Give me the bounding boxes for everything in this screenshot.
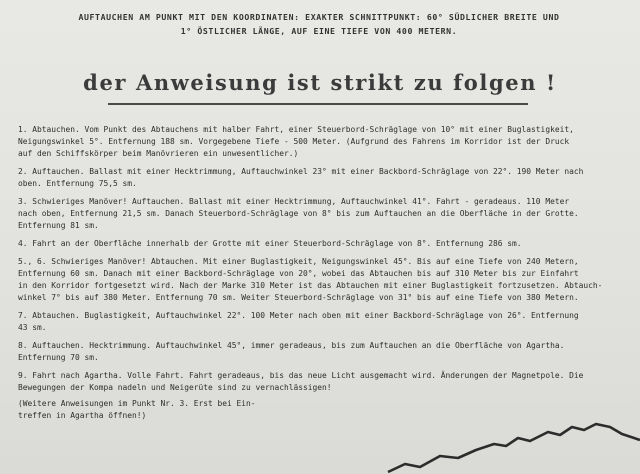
instruction-9: 9. Fahrt nach Agartha. Volle Fahrt. Fahrt geradeaus, bis das neue Licht ausgemacht wird. Änderungen der Magnetpole. Die Bewegungen der Kompa nadeln und Neigerüte sind zu vernachlässigen! [18,371,584,392]
instruction-8: 8. Auftauchen. Hecktrimmung. Auftauchwinkel 45°, immer geradeaus, bis zum Auftauchen an die Oberfläche von Agartha. Entfernung 70 sm. [18,341,565,362]
mountain-ridge-line [388,424,640,472]
instruction-2: 2. Auftauchen. Ballast mit einer Hecktrimmung, Auftauchwinkel 23° mit einer Backbord-Schräglage von 22°. 190 Meter nach oben. Entfernung 75,5 sm. [18,167,584,188]
instruction-5-6: 5., 6. Schwieriges Manöver! Abtauchen. Mit einer Buglastigkeit, Neigungswinkel 45°. Bis auf eine Tiefe von 240 Metern, Entfernung 60 sm. Danach mit einer Backbord-Schräglage von 20°, wobei das Abtauchen bis auf 310 Meter bis zur Einfahrt in den Korridor fortgesetzt wird. Nach der Marke 310 Meter ist das Abtauchen mit einer Buglastigkeit fortzusetzen. Abtauch- winkel 7° bis auf 380 Meter. Entfernung 70 sm. Weiter Steuerbord-Schräglage von 31° bis auf eine Tiefe von 380 Metern. [18,257,603,302]
instruction-3: 3. Schwieriges Manöver! Auftauchen. Ballast mit einer Hecktrimmung, Auftauchwinkel 41°. Fahrt - geradeaus. 110 Meter nach oben, Entfernung 21,5 sm. Danach Steuerbord-Schräglage von 8° bis zum Auftauchen an die Oberfläche in der Grotte. Entfernung 81 sm. [18,197,579,230]
instructions-body [18,124,630,428]
mountain-silhouette [0,394,640,474]
headline-underline [108,103,528,105]
header-line-2: 1° ÖSTLICHER LÄNGE, AUF EINE TIEFE VON 400 METERN. [180,26,458,36]
coordinates-header [34,10,604,38]
instruction-7: 7. Abtauchen. Buglastigkeit, Auftauchwinkel 22°. 100 Meter nach oben mit einer Backbord-Schräglage von 26°. Entfernung 43 sm. [18,311,579,332]
footnote: (Weitere Anweisungen im Punkt Nr. 3. Erst bei Ein- treffen in Agartha öffnen!) [18,399,256,420]
instruction-4: 4. Fahrt an der Oberfläche innerhalb der Grotte mit einer Steuerbord-Schräglage von 8°. Entfernung 286 sm. [18,239,522,248]
instruction-1: 1. Abtauchen. Vom Punkt des Abtauchens mit halber Fahrt, einer Steuerbord-Schräglage von 10° mit einer Buglastigkeit, Neigungswinkel 5°. Entfernung 188 sm. Vorgegebene Tiefe - 500 Meter. (Aufgrund des Fahrens im Korridor ist der Druck auf den Schiffskörper beim Manövrieren ein unwesentlicher.) [18,125,574,158]
header-line-1: AUFTAUCHEN AM PUNKT MIT DEN KOORDINATEN: EXAKTER SCHNITTPUNKT: 60° SÜDLICHER BREITE UND [78,12,560,22]
headline: der Anweisung ist strikt zu folgen ! [83,70,557,95]
